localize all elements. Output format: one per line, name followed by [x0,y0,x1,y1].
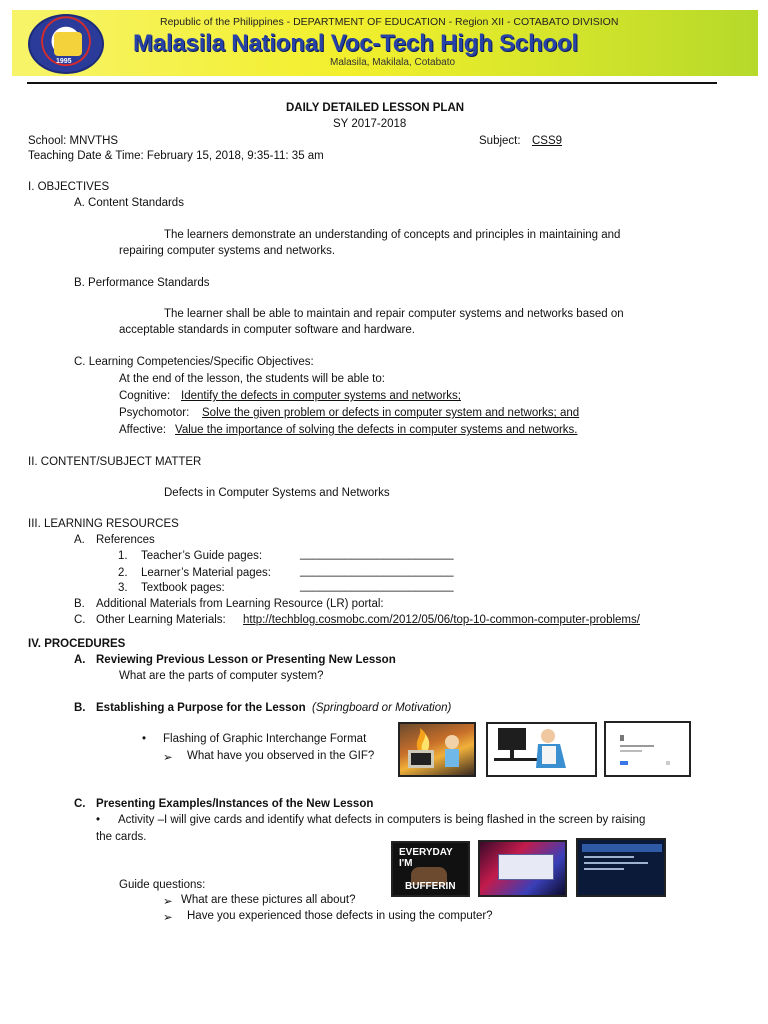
procedure-c-marker: C. [74,798,86,810]
procedure-c-activity-cont: the cards. [96,831,147,843]
objectives-heading: I. OBJECTIVES [28,181,110,193]
guide-question-2: Have you experienced those defects in using the computer? [187,910,493,922]
guide-questions-label: Guide questions: [119,879,206,891]
procedure-b-marker: B. [74,702,86,714]
doc-title: DAILY DETAILED LESSON PLAN [286,102,465,114]
procedure-b-sub: What have you observed in the GIF? [187,750,375,762]
references-label: References [96,534,155,546]
subject-label: Subject: [479,135,521,147]
procedure-b-label: Establishing a Purpose for the Lesson [96,702,306,714]
procedure-a-question: What are the parts of computer system? [119,670,324,682]
procedure-a-label: Reviewing Previous Lesson or Presenting New Lesson [96,654,396,666]
seal-emblem-icon [54,32,82,56]
seal-year: 1995 [56,58,72,65]
content-standards-label: A. Content Standards [74,197,184,209]
psychomotor-text: Solve the given problem or defects in computer system and networks; and [202,407,580,419]
resources-b-marker: B. [74,598,85,610]
gif-thumbnail-burning-computer [398,722,476,777]
performance-standards-label: B. Performance Standards [74,277,210,289]
resources-c-marker: C. [74,614,86,626]
additional-materials-label: Additional Materials from Learning Resource (LR) portal: [96,598,384,610]
school-seal-logo [28,14,104,74]
console-line [584,856,634,858]
affective-label: Affective: [119,424,167,436]
ref3-blank: ________________________ [300,580,454,592]
screenshot-thumbnail-frozen-window [478,840,567,897]
resources-a-marker: A. [74,534,85,546]
ref1-label: Teacher’s Guide pages: [141,550,263,562]
ref1-blank: ________________________ [300,548,454,560]
procedure-c-activity: Activity –I will give cards and identify what defects in computers is being flashed in the screen by raising [118,814,646,826]
console-titlebar [582,844,662,852]
school-name: Malasila National Voc-Tech High School [133,30,578,57]
bullet-dot-2: • [96,814,101,826]
ref1-number: 1. [118,550,128,562]
ref2-blank: ________________________ [300,565,454,577]
screenshot-thumbnail-blue-screen [576,838,666,897]
ref3-number: 3. [118,582,128,594]
meme-bottom-text: BUFFERIN [405,881,456,892]
school-year: SY 2017-2018 [333,118,407,130]
affective-text: Value the importance of solving the defects in computer systems and networks. [175,424,578,436]
cognitive-label: Cognitive: [119,390,171,402]
teaching-date: Teaching Date & Time: February 15, 2018, 9:35-11: 35 am [28,150,324,162]
arrow-icon: ➢ [163,752,173,764]
frozen-window-shape [498,854,554,880]
other-materials-link[interactable]: http://techblog.cosmobc.com/2012/05/06/top-10-common-computer-problems/ [243,614,640,626]
console-line [584,868,624,870]
ref2-label: Learner’s Material pages: [141,567,271,579]
content-standards-line2: repairing computer systems and networks. [119,245,336,257]
content-heading: II. CONTENT/SUBJECT MATTER [28,456,202,468]
content-topic: Defects in Computer Systems and Networks [164,487,390,499]
meme-thumbnail-buffering [391,841,470,897]
gif-thumbnail-frustrated-user [486,722,597,777]
arrow-icon: ➢ [163,912,173,924]
performance-standards-line2: acceptable standards in computer software and hardware. [119,324,415,336]
psychomotor-label: Psychomotor: [119,407,190,419]
subject-value: CSS9 [532,135,563,147]
other-materials-label: Other Learning Materials: [96,614,226,626]
procedure-b-bullet: Flashing of Graphic Interchange Format [163,733,367,745]
cognitive-text: Identify the defects in computer systems and networks; [181,390,461,402]
procedure-a-marker: A. [74,654,86,666]
procedure-c-label: Presenting Examples/Instances of the New Lesson [96,798,374,810]
performance-standards-line1: The learner shall be able to maintain and repair computer systems and networks based on [164,308,624,320]
competencies-label: C. Learning Competencies/Specific Objectives: [74,356,314,368]
resources-heading: III. LEARNING RESOURCES [28,518,179,530]
school-field: School: MNVTHS [28,135,119,147]
procedures-heading: IV. PROCEDURES [28,638,126,650]
meme-top-text: EVERYDAY I'M [399,847,453,869]
school-address: Malasila, Makilala, Cotabato [330,57,456,68]
bullet-dot: • [142,733,147,745]
header-divider [27,82,717,84]
procedure-b-note: (Springboard or Motivation) [312,702,452,714]
gif-thumbnail-error-dialog [604,721,691,777]
republic-line: Republic of the Philippines - DEPARTMENT OF EDUCATION - Region XII - COTABATO DIVISION [160,16,619,28]
ref3-label: Textbook pages: [141,582,225,594]
console-line [584,862,648,864]
competencies-intro: At the end of the lesson, the students will be able to: [119,373,385,385]
ref2-number: 2. [118,567,128,579]
arrow-icon: ➢ [163,896,173,908]
content-standards-line1: The learners demonstrate an understanding of concepts and principles in maintaining and [164,229,621,241]
guide-question-1: What are these pictures all about? [181,894,356,906]
